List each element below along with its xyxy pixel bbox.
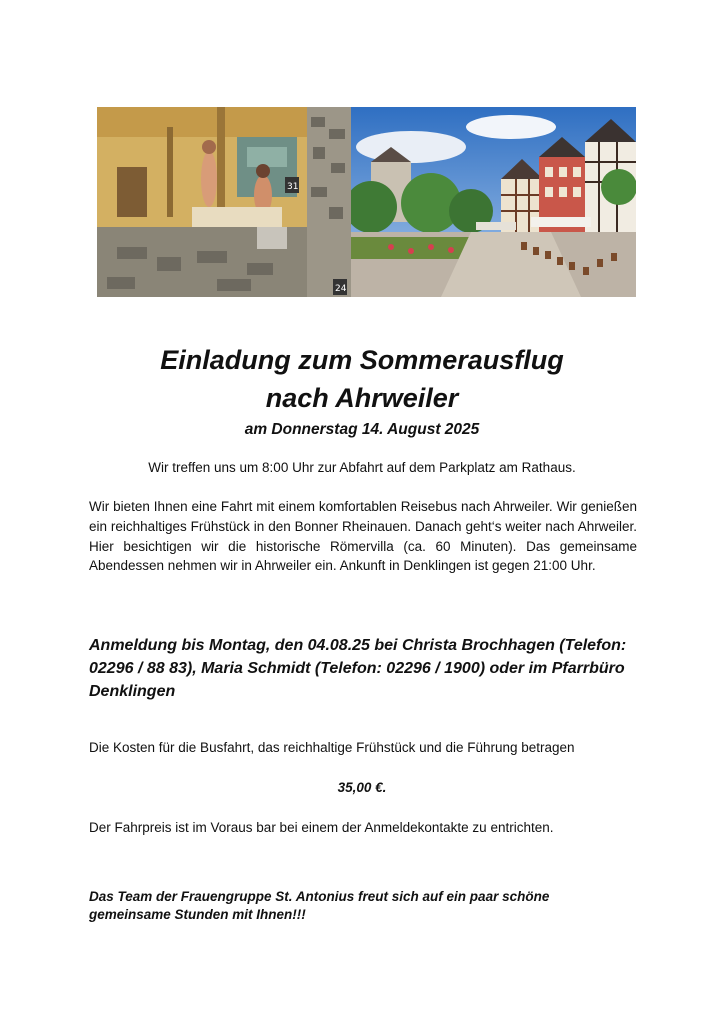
- prepayment-info: Der Fahrpreis ist im Voraus bar bei einem der Anmeldekontakte zu entrichten.: [89, 820, 554, 835]
- closing-message: Das Team der Frauengruppe St. Antonius freut sich auf ein paar schöne gemeinsame Stunden mit Ihnen!!!: [89, 889, 550, 922]
- registration-info: Anmeldung bis Montag, den 04.08.25 bei Christa Brochhagen (Telefon: 02296 / 88 83), Maria Schmidt (Telefon: 02296 / 1900) oder im Pfarrbüro Denklingen: [89, 637, 627, 700]
- marker-31: 31: [287, 182, 299, 192]
- marker-24: 24: [335, 284, 347, 294]
- ahrweiler-square-photo: [351, 107, 636, 297]
- title-line-2: nach Ahrweiler: [265, 383, 459, 413]
- header-photos: [97, 107, 636, 297]
- costs-info: Die Kosten für die Busfahrt, das reichhaltige Frühstück und die Führung betragen: [89, 740, 575, 755]
- trip-description: Wir bieten Ihnen eine Fahrt mit einem komfortablen Reisebus nach Ahrweiler. Wir genießen ein reichhaltiges Frühstück in den Bonner Rheinauen. Danach geht‘s weiter nach Ahrweiler. Hier besichtigen wir die historische Römervilla (ca. 60 Minuten). Das gemeinsame Abendessen nehmen wir in Ahrweiler ein. Ankunft in Denklingen ist gegen 21:00 Uhr.: [89, 499, 637, 574]
- roman-villa-photo: [97, 107, 351, 297]
- event-date: am Donnerstag 14. August 2025: [244, 421, 480, 438]
- roman-villa-illustration: [97, 107, 351, 297]
- price: 35,00 €.: [337, 780, 387, 795]
- ahrweiler-square-illustration: [351, 107, 636, 297]
- meeting-info: Wir treffen uns um 8:00 Uhr zur Abfahrt auf dem Parkplatz am Rathaus.: [148, 460, 576, 475]
- title-line-1: Einladung zum Sommerausflug: [160, 345, 564, 375]
